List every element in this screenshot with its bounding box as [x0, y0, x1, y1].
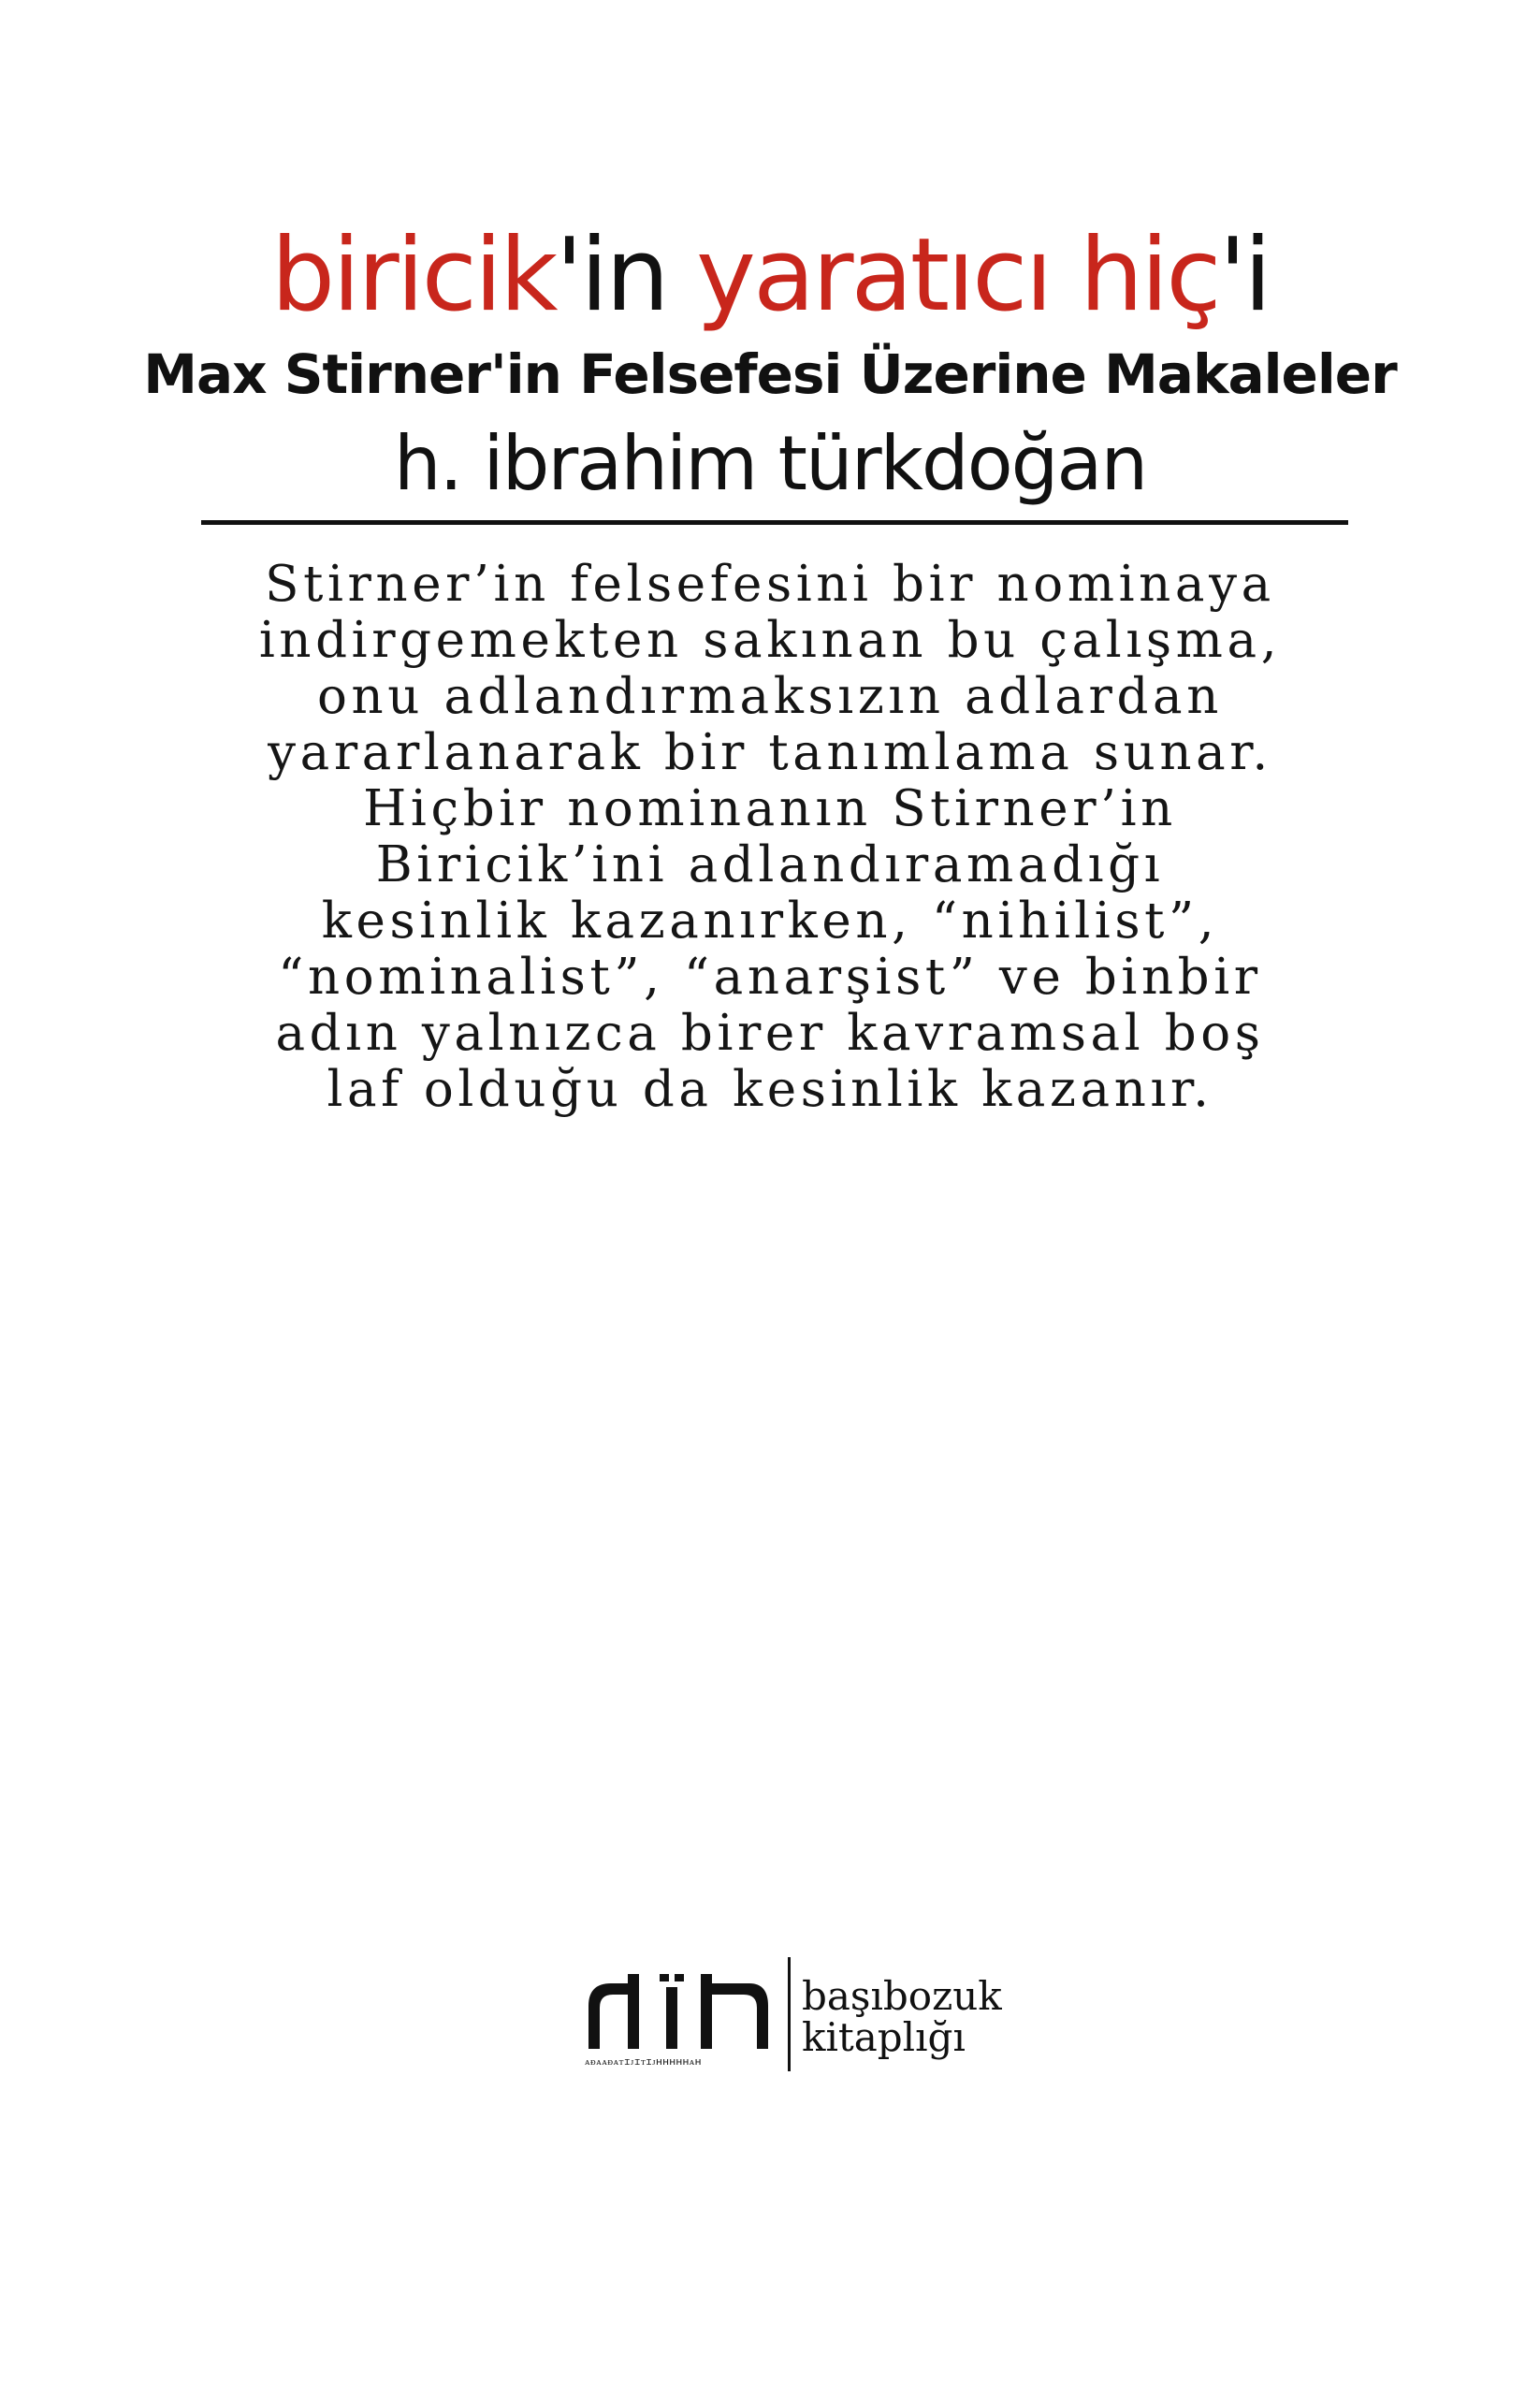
title-part-biricik: biricik: [270, 217, 556, 334]
blurb-line: Stirner’in felsefesini bir nominaya: [265, 556, 1275, 613]
blurb-line: Biricik’ini adlandıramadığı: [375, 836, 1165, 893]
blurb-line: onu adlandırmaksızın adlardan: [317, 668, 1223, 725]
logo-small-text: ᴀᴆᴀᴀᴆᴀᴛɪᴊɪᴛɪᴊʜʜʜʜʜᴀʜ: [585, 2055, 702, 2068]
title-part-yaratici-hic: yaratıcı hiç: [696, 217, 1219, 334]
publisher-name: [802, 1973, 1002, 2060]
blurb-line: adın yalnızca birer kavramsal boş: [275, 1005, 1265, 1062]
book-subtitle: Max Stirner'in Felsefesi Üzerine Makaleler: [143, 342, 1397, 406]
publisher-name-line1: başıbozuk: [802, 1973, 1002, 2019]
title-part-in: 'in: [555, 217, 697, 334]
blurb-line: indirgemekten sakınan bu çalışma,: [258, 612, 1282, 669]
blurb-line: laf olduğu da kesinlik kazanır.: [327, 1061, 1213, 1118]
back-cover-blurb: [140, 557, 1400, 1118]
blurb-line: Hiçbir nominanın Stirner’in: [363, 780, 1177, 837]
horizontal-divider: [201, 520, 1348, 525]
author-name: h. ibrahim türkdoğan: [393, 420, 1147, 507]
dih-logo-icon: [585, 1974, 777, 2054]
blurb-line: kesinlik kazanırken, “nihilist”,: [321, 893, 1219, 950]
blurb-line: “nominalist”, “anarşist” ve binbir: [278, 949, 1262, 1006]
title-part-i: 'i: [1218, 217, 1270, 334]
publisher-logo: [585, 1937, 1015, 2105]
book-title: [0, 217, 1540, 334]
logo-separator: [788, 1957, 791, 2071]
publisher-name-line2: kitaplığı: [802, 2014, 966, 2060]
blurb-line: yararlanarak bir tanımlama sunar.: [268, 724, 1272, 781]
